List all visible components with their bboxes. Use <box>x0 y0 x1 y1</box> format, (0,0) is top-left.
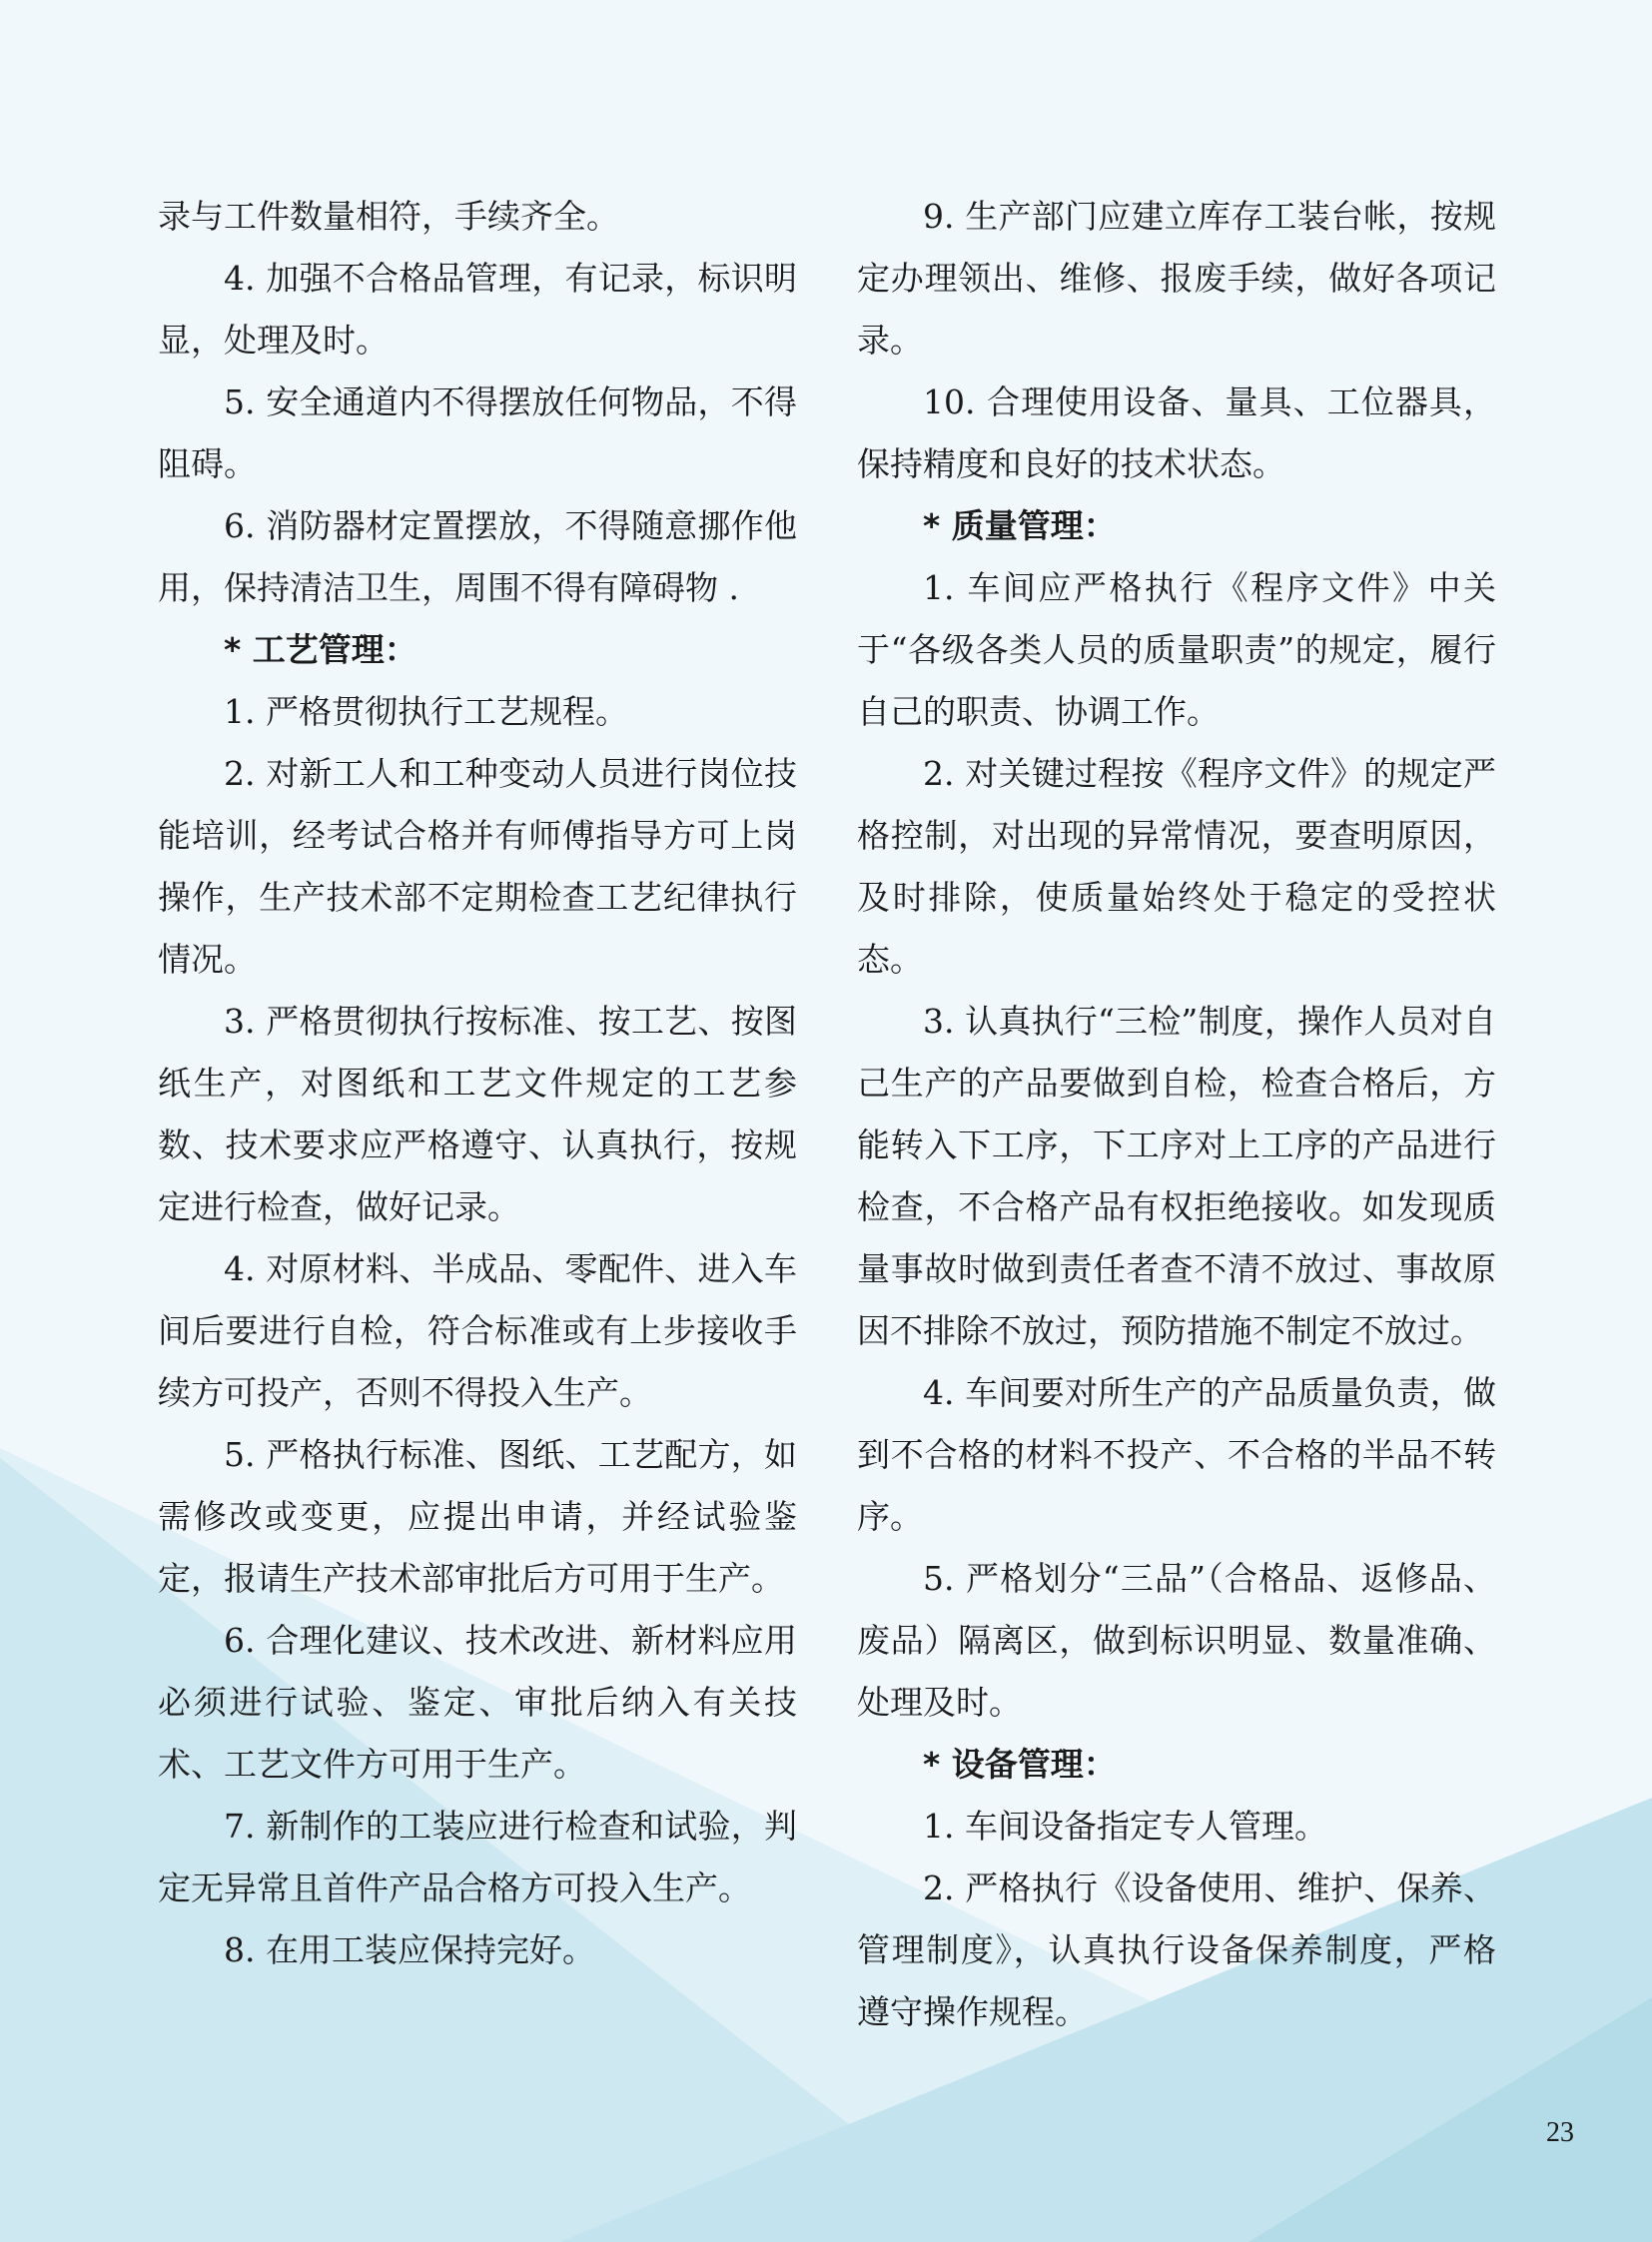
paragraph: 4. 加强不合格品管理，有记录，标识明显，处理及时。 <box>158 259 797 360</box>
section-heading: * 工艺管理： <box>224 630 417 669</box>
paragraph: 6. 合理化建议、技术改进、新材料应用必须进行试验、鉴定、审批后纳入有关技术、工艺文件方可用于生产。 <box>158 1621 797 1784</box>
paragraph: 2. 对新工人和工种变动人员进行岗位技能培训，经考试合格并有师傅指导方可上岗操作，生产技术部不定期检查工艺纪律执行情况。 <box>158 754 797 979</box>
paragraph: 录与工件数量相符，手续齐全。 <box>158 197 619 236</box>
paragraph: 10. 合理使用设备、量具、工位器具，保持精度和良好的技术状态。 <box>857 382 1496 483</box>
paragraph: 5. 严格划分“三品”（合格品、返修品、废品）隔离区，做到标识明显、数量准确、处理及时。 <box>857 1559 1496 1722</box>
paragraph: 5. 严格执行标准、图纸、工艺配方，如需修改或变更，应提出申请，并经试验鉴定，报请生产技术部审批后方可用于生产。 <box>158 1435 797 1598</box>
section-heading: * 质量管理： <box>923 506 1117 545</box>
paragraph: 5. 安全通道内不得摆放任何物品，不得阻碍。 <box>158 382 797 483</box>
paragraph: 6. 消防器材定置摆放，不得随意挪作他用，保持清洁卫生，周围不得有障碍物 . <box>158 506 797 607</box>
section-heading: * 设备管理： <box>923 1745 1117 1784</box>
paragraph: 1. 严格贯彻执行工艺规程。 <box>224 692 628 731</box>
paragraph: 4. 车间要对所生产的产品质量负责，做到不合格的材料不投产、不合格的半品不转序。 <box>857 1373 1496 1536</box>
paragraph: 8. 在用工装应保持完好。 <box>224 1930 595 1969</box>
paragraph: 4. 对原材料、半成品、零配件、进入车间后要进行自检，符合标准或有上步接收手续方可投产，否则不得投入生产。 <box>158 1249 797 1412</box>
paragraph: 7. 新制作的工装应进行检查和试验，判定无异常且首件产品合格方可投入生产。 <box>158 1807 797 1907</box>
paragraph: 3. 严格贯彻执行按标准、按工艺、按图纸生产，对图纸和工艺文件规定的工艺参数、技术要求应严格遵守、认真执行，按规定进行检查，做好记录。 <box>158 1002 797 1226</box>
page-number: 23 <box>1546 2117 1574 2148</box>
paragraph: 1. 车间应严格执行《程序文件》中关于“各级各类人员的质量职责”的规定，履行自己的职责、协调工作。 <box>857 568 1496 731</box>
paragraph: 2. 严格执行《设备使用、维护、保养、管理制度》，认真执行设备保养制度，严格遵守操作规程。 <box>857 1868 1496 2031</box>
paragraph: 3. 认真执行“三检”制度，操作人员对自己生产的产品要做到自检，检查合格后，方能转入下工序，下工序对上工序的产品进行检查，不合格产品有权拒绝接收。如发现质量事故时做到责任者查不清不放过、事故原因不排除不放过，预防措施不制定不放过。 <box>857 1002 1496 1350</box>
left-column <box>158 186 797 1981</box>
paragraph: 9. 生产部门应建立库存工装台帐，按规定办理领出、维修、报废手续，做好各项记录。 <box>857 197 1496 360</box>
right-column <box>857 186 1496 2043</box>
paragraph: 1. 车间设备指定专人管理。 <box>923 1807 1327 1846</box>
paragraph: 2. 对关键过程按《程序文件》的规定严格控制，对出现的异常情况，要查明原因，及时排除，使质量始终处于稳定的受控状态。 <box>857 754 1496 979</box>
